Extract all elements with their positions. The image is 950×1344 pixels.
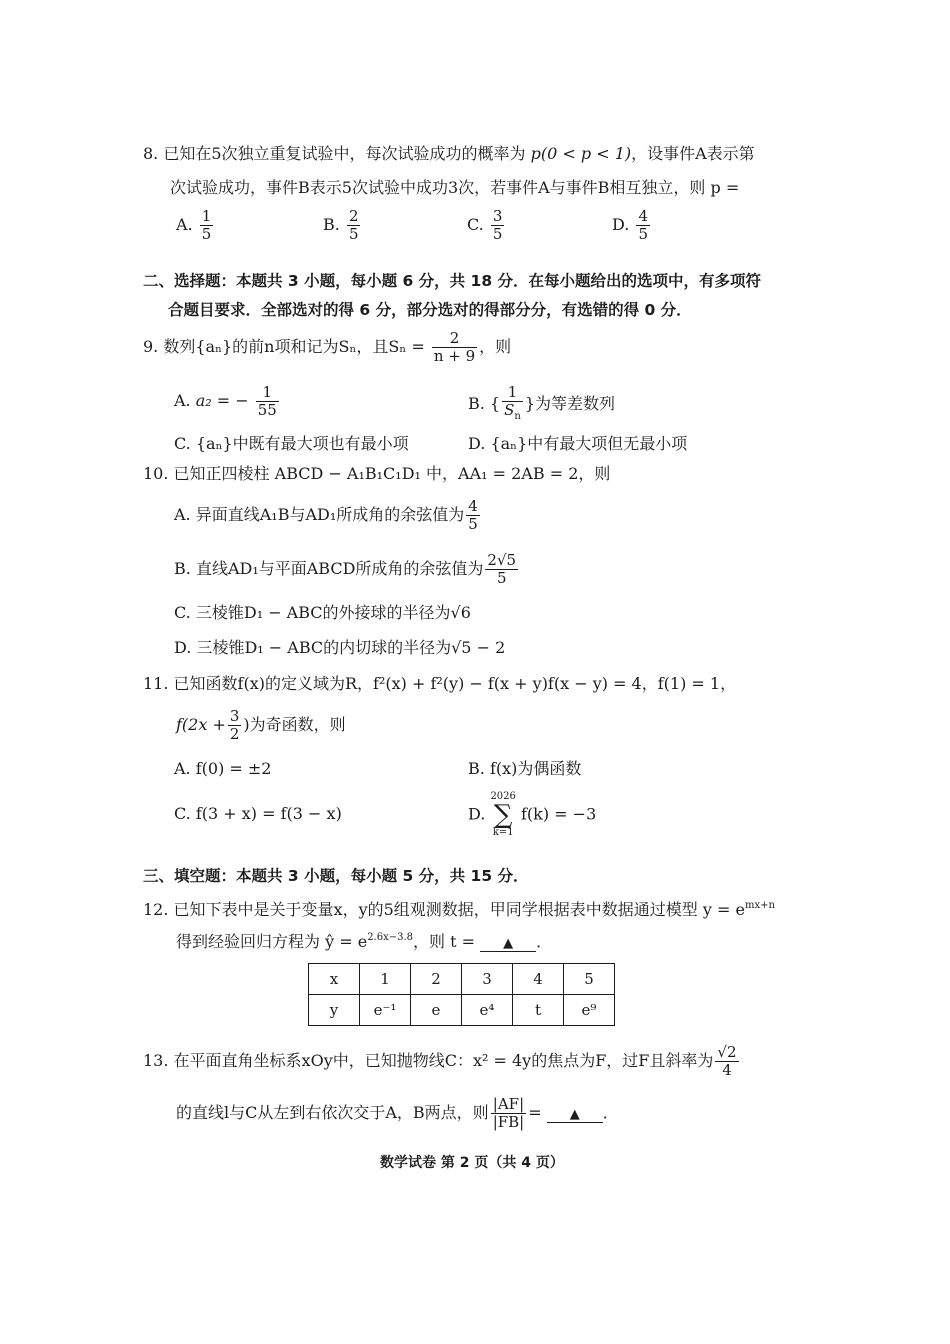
q9-option-a: A. a₂ = − $\frac{1}{55}$ — [174, 383, 277, 419]
q8-line2: 次试验成功，事件B表示5次试验中成功3次，若事件A与事件B相互独立，则 p = — [170, 178, 740, 197]
q10-option-a: A. 异面直线A₁B与AD₁所成角的余弦值为 $\frac{4}{5}$ — [174, 497, 478, 533]
q11-option-d: D. 2026 ∑ k=1 f(k) = −3 — [468, 791, 597, 838]
section2-instructions: 合题目要求．全部选对的得 6 分，部分选对的得部分分，有选错的得 0 分． — [168, 301, 692, 319]
answer-blank: ▲ — [547, 1108, 603, 1123]
q10-option-c: C. 三棱锥D₁ − ABC的外接球的半径为√6 — [174, 603, 471, 622]
q8-line1: 8. 已知在5次独立重复试验中，每次试验成功的概率为 p(0 < p < 1)，设事件A表示第 — [143, 144, 755, 163]
table-cell: 5 — [564, 964, 615, 995]
answer-blank: ▲ — [480, 937, 536, 952]
table-cell: e⁹ — [564, 995, 615, 1026]
table-cell: e — [411, 995, 462, 1026]
q9-option-b: B. { $\frac{1}{S_n}$ }为等差数列 — [468, 383, 616, 422]
q10-stem: 10. 已知正四棱柱 ABCD − A₁B₁C₁D₁ 中，AA₁ = 2AB = 2，则 — [143, 464, 611, 483]
q9-option-d: D. {aₙ}中有最大项但无最小项 — [468, 434, 688, 453]
q8-option-d: D. $\frac{4}{5}$ — [612, 207, 648, 243]
table-cell: 2 — [411, 964, 462, 995]
table-cell: 3 — [462, 964, 513, 995]
q9-stem: 9. 数列{aₙ}的前n项和记为Sₙ，且Sₙ = $\frac{2}{n + 9}$ ，则 — [143, 329, 512, 365]
table-cell: e⁻¹ — [360, 995, 411, 1026]
page-footer: 数学试卷 第 2 页（共 4 页） — [380, 1155, 564, 1171]
table-cell: y — [309, 995, 360, 1026]
q8-option-a: A. $\frac{1}{5}$ — [176, 207, 212, 243]
q11-option-a: A. f(0) = ±2 — [174, 759, 272, 778]
table-cell: t — [513, 995, 564, 1026]
q11-stem-line2: f(2x + $\frac{3}{2}$ )为奇函数，则 — [176, 707, 346, 743]
table-cell: 1 — [360, 964, 411, 995]
table-cell: 4 — [513, 964, 564, 995]
q10-option-b: B. 直线AD₁与平面ABCD所成角的余弦值为 $\frac{2√5}{5}$ — [174, 551, 517, 587]
section3-heading: 三、填空题：本题共 3 小题，每小题 5 分，共 15 分． — [143, 867, 529, 885]
summation-symbol: 2026 ∑ k=1 — [490, 791, 516, 838]
q11-option-b: B. f(x)为偶函数 — [468, 759, 582, 778]
q11-option-c: C. f(3 + x) = f(3 − x) — [174, 804, 342, 823]
q9-option-c: C. {aₙ}中既有最大项也有最小项 — [174, 434, 409, 453]
q10-option-d: D. 三棱锥D₁ − ABC的内切球的半径为√5 − 2 — [174, 638, 506, 657]
q12-stem-line2: 得到经验回归方程为 ŷ = $e^{2.6x-3.8}$，则 t = ▲ ． — [176, 932, 553, 951]
table-row — [309, 964, 615, 995]
table-cell: x — [309, 964, 360, 995]
table-row — [309, 995, 615, 1026]
q8-option-c: C. $\frac{3}{5}$ — [467, 207, 503, 243]
q8-option-b: B. $\frac{2}{5}$ — [323, 207, 359, 243]
q12-stem-line1: 12. 已知下表中是关于变量x，y的5组观测数据，甲同学根据表中数据通过模型 $y = e^{mx+n}$ — [143, 900, 775, 919]
observation-table — [308, 963, 615, 1026]
section2-heading: 二、选择题：本题共 3 小题，每小题 6 分，共 18 分．在每小题给出的选项中，有多项符 — [143, 272, 762, 290]
q11-stem-line1: 11. 已知函数f(x)的定义域为R，f²(x) + f²(y) − f(x + y)f(x − y) = 4，f(1) = 1， — [143, 674, 737, 693]
q13-stem-line1: 13. 在平面直角坐标系xOy中，已知抛物线C：x² = 4y的焦点为F，过F且斜率为 $\frac{√2}{4}$ — [143, 1043, 737, 1079]
table-cell: e⁴ — [462, 995, 513, 1026]
q13-stem-line2: 的直线l与C从左到右依次交于A，B两点，则 $\frac{|AF|}{|FB|}$ = ▲ ． — [176, 1095, 619, 1131]
